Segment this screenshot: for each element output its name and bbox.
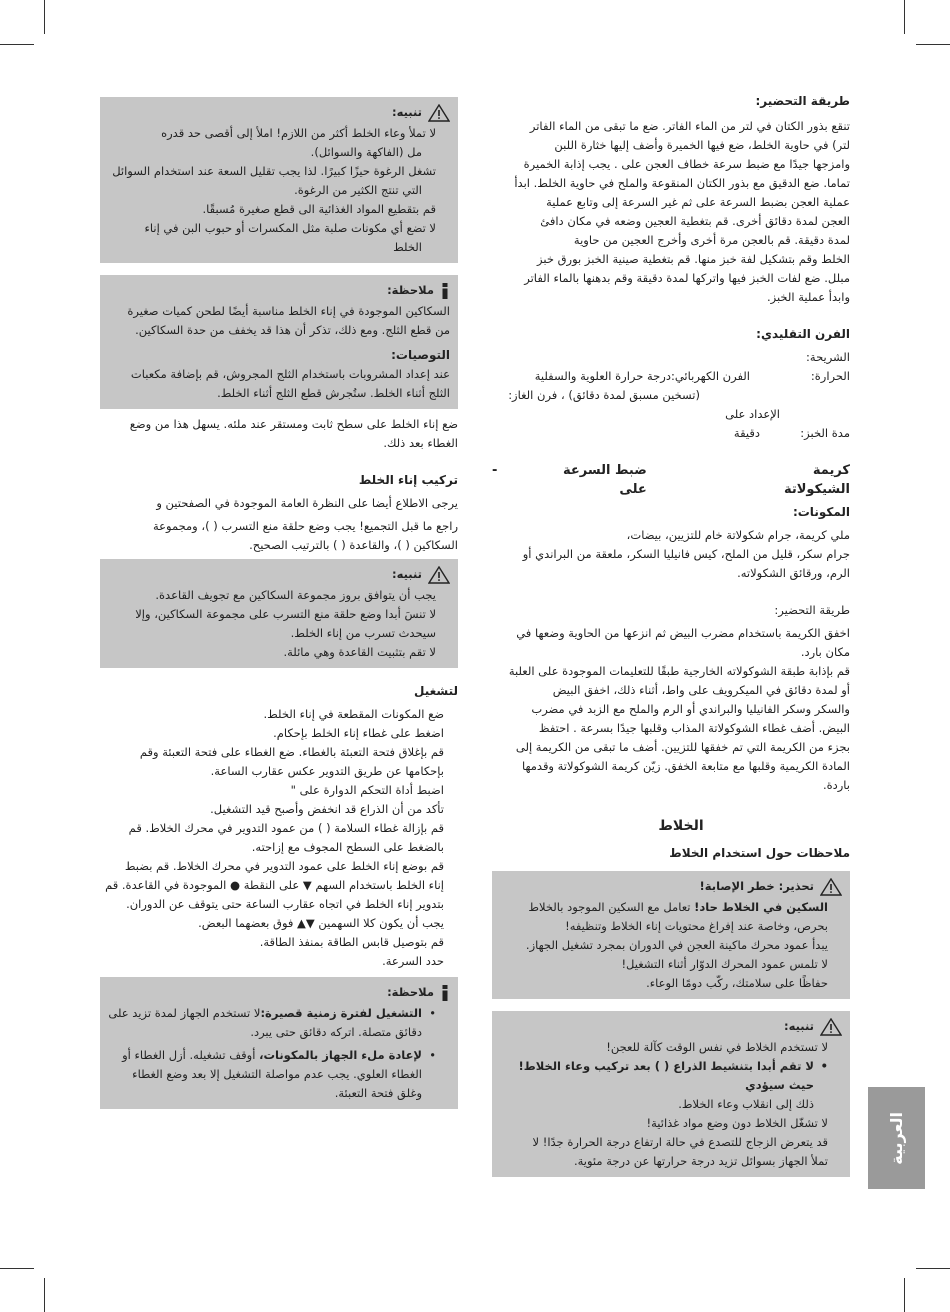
- caution-line: قد يتعرض الزجاج للتصدع في حالة ارتفاع درجة الحرارة جدًا! لا: [532, 1135, 828, 1149]
- operate-line: تأكد من أن الذراع قد انخفض وأصبح قيد التشغيل.: [210, 802, 444, 816]
- operate-line: ضع المكونات المقطعة في إناء الخلط.: [263, 707, 444, 721]
- language-tab-label: العربية: [887, 1111, 906, 1165]
- note2-heading: [108, 983, 450, 1002]
- prep2-line: مكان بارد.: [800, 645, 850, 659]
- warning-line: [500, 898, 828, 917]
- ingredients-title: المكونات:: [792, 505, 850, 519]
- caution1-line: التي تنتج الكثير من الرغوة.: [294, 183, 422, 197]
- caution-box: [492, 1011, 850, 1177]
- assembly-text: [100, 494, 458, 555]
- prep-line: العجن لمدة دقائق أخرى. قم بتغطية العجين وضعه في مكان دافئ: [540, 214, 850, 228]
- caution-heading: [500, 1017, 842, 1036]
- warning-triangle-icon: [428, 566, 450, 584]
- caution2-heading: [108, 565, 450, 584]
- operate-title: لتشغيل: [414, 684, 458, 698]
- operate-line: إناء الخلط باستخدام السهم ▼ على النقطة ● الموجودة في القاعدة. قم: [105, 878, 444, 892]
- caution-line: • لا تقم أبدا بتنشيط الذراع ( ) بعد تركيب وعاء الخلاط! حيث سيؤدي: [500, 1057, 828, 1095]
- warning-triangle-icon: [820, 1018, 842, 1036]
- crop-mark: [0, 1268, 34, 1269]
- prep2-line: المادة الكريمية وقلبها مع متابعة الخفق. زيّن كريمة الشوكولاتة وقدمها: [521, 759, 850, 773]
- oven-row: [492, 424, 850, 443]
- oven-row: [492, 348, 850, 367]
- choc-dash: -: [492, 463, 498, 478]
- prep2-line: أو لمدة دقائق في الميكرويف على واط، أثناء ذلك، اخفق البيض: [552, 683, 850, 697]
- place-text: [100, 415, 458, 453]
- assembly-line: راجع ما قبل التجميع! يجب وضع حلقة منع التسرب ( )، ومجموعة: [152, 519, 458, 533]
- caution1-box: [100, 97, 458, 263]
- note2-rest: لا تستخدم الجهاز لمدة تزيد على دقائق متصلة. اتركه دقائق حتى يبرد.: [108, 1006, 422, 1039]
- caution1-heading: [108, 103, 450, 122]
- warning-triangle-icon: [820, 878, 842, 896]
- prep-line: لتر) في حاوية الخلط، ضع فيها الخميرة وأضف إليها خثارة اللبن: [554, 138, 850, 152]
- assembly-line: يرجى الاطلاع أيضا على النظرة العامة الموجودة في الصفحتين و: [156, 496, 458, 510]
- crop-mark: [44, 1278, 45, 1312]
- crop-mark: [44, 0, 45, 34]
- prep2-line: قم بإذابة طبقة الشوكولاته الخارجية طبقًا للتعليمات الموجودة على العلبة: [508, 664, 850, 678]
- caution2-line: لا تقم بتثبيت القاعدة وهي مائلة.: [283, 645, 436, 659]
- operate-line: قم بوضع إناء الخلط على عمود التدوير في محرك الخلاط. قم بضبط: [124, 859, 444, 873]
- crop-mark: [916, 1268, 950, 1269]
- caution-line: لا تشغّل الخلاط دون وضع مواد غذائية!: [646, 1116, 828, 1130]
- prep-text: [492, 117, 850, 307]
- choc-title: كريمة الشيكولاتة: [783, 463, 850, 497]
- prep-line: لمدة دقيقة. قم بالعجن مرة أخرى وأخرج العجين من حاوية: [573, 233, 850, 247]
- prep-line: وامزجها جيدًا مع ضبط سرعة خطاف العجن على . يجب إذابة الخميرة: [523, 157, 850, 171]
- oven-label: [794, 386, 850, 405]
- warning-title: تحذير: خطر الإصابة!: [699, 879, 814, 893]
- reco-line: عند إعداد المشروبات باستخدام الثلج المجروش، قم بإضافة مكعبات: [130, 367, 450, 381]
- operate-line: بتدوير إناء الخلط في اتجاه عقارب الساعة حتى يتوقف عن الدوران.: [126, 897, 444, 911]
- prep2-line: اخفق الكريمة باستخدام مضرب البيض ثم انزعها من الحاوية وضعها في: [516, 626, 850, 640]
- note2-bold: لإعادة ملء الجهاز بالمكونات،: [259, 1048, 422, 1062]
- note2-item: [108, 1004, 436, 1042]
- caution1-line: مل (الفاكهة والسوائل).: [310, 145, 422, 159]
- prep-line: مبلل. ضع لفات الخبز فيها واتركها لمدة دقيقة وقم بدهنها بالماء الفاتر: [524, 271, 850, 285]
- prep2-line: البيض. أضف غطاء الشوكولاتة المذاب وقلبها جيدًا بسرعة . احتفظ: [538, 721, 850, 735]
- blender-notes-title: ملاحظات حول استخدام الخلاط: [669, 846, 850, 860]
- prep2-text: [492, 624, 850, 795]
- caution1-line: لا تضع أي مكونات صلبة مثل المكسرات أو حبوب البن في إناء: [144, 221, 436, 235]
- assembly-title: تركيب إناء الخلط: [358, 473, 458, 487]
- warning-text: [500, 898, 842, 993]
- oven-value: دقيقة: [733, 426, 760, 440]
- operate-line: حدد السرعة.: [382, 954, 444, 968]
- caution1-text: [108, 124, 450, 257]
- caution2-title: تنبيه:: [392, 567, 422, 581]
- caution-line: لا تستخدم الخلاط في نفس الوقت كآلة للعجن!: [606, 1040, 828, 1054]
- oven-label: الشريحة:: [806, 350, 850, 364]
- caution-line: تملأ الجهاز بسوائل تزيد درجة حرارتها عن درجة مئوية.: [573, 1154, 828, 1168]
- prep-line: الخلط وقم بتشكيل لفة خبز منها. قم بتغطية صينية الخبز بورق خبز: [537, 252, 850, 266]
- ingredients-line: الرم، ورقائق الشكولاته.: [737, 566, 850, 580]
- info-icon: [440, 985, 450, 1001]
- left-column: [100, 97, 458, 1109]
- choc-speed: ضبط السرعة على: [563, 463, 647, 497]
- crop-mark: [916, 44, 950, 45]
- operate-line: قم بإغلاق فتحة التعبئة بالغطاء. ضع الغطاء على فتحة التعبئة وقم: [139, 745, 444, 759]
- oven-table: [492, 348, 850, 443]
- choc-heading: [492, 461, 850, 499]
- warning-heading: [500, 877, 842, 896]
- oven-title: الفرن التقليدي:: [756, 327, 850, 341]
- assembly-line: السكاكين ( )، والقاعدة ( ) بالترتيب الصحيح.: [249, 538, 458, 552]
- operate-line: اضبط أداة التحكم الدوارة على ": [290, 783, 444, 797]
- prep2-title: طريقة التحضير:: [774, 603, 850, 617]
- caution-text: [500, 1038, 842, 1171]
- info-icon: [440, 283, 450, 299]
- caution2-text: [108, 586, 450, 662]
- warning-line: حفاظًا على سلامتك، ركّب دومًا الوعاء.: [646, 976, 828, 990]
- caution2-box: [100, 559, 458, 668]
- operate-line: يجب أن يكون كلا السهمين ▼▲ فوق بعضهما البعض.: [198, 916, 444, 930]
- place-line: ضع إناء الخلط على سطح ثابت ومستقر عند ملئه. يسهل هذا من وضع: [129, 417, 458, 431]
- prep-line: تنقع بذور الكتان في لتر من الماء الفاتر. ضع ما تبقى من الماء الفاتر: [529, 119, 850, 133]
- caution2-line: يجب أن يتوافق بروز مجموعة السكاكين مع تجويف القاعدة.: [155, 588, 436, 602]
- crop-mark: [0, 44, 34, 45]
- warning-rest: تعامل مع السكين الموجود بالخلاط: [528, 900, 695, 914]
- oven-row: [492, 405, 850, 424]
- warning-line: يبدأ عمود محرك ماكينة العجن في الدوران بمجرد تشغيل الجهاز.: [525, 938, 828, 952]
- caution-line: ذلك إلى انقلاب وعاء الخلاط.: [678, 1097, 814, 1111]
- ingredients-text: [492, 526, 850, 583]
- crop-mark: [904, 0, 905, 34]
- note1-box: [100, 275, 458, 409]
- operate-line: قم بإزالة غطاء السلامة ( ) من عمود التدوير في محرك الخلاط. قم: [128, 821, 444, 835]
- prep-line: تماما. ضع الدقيق مع بذور الكتان المنقوعة والملح في حاوية الخلط. ابدأ: [514, 176, 850, 190]
- prep-line: عملية العجن بضبط السرعة على ثم غير السرعة إلى وتابع عملية: [546, 195, 850, 209]
- warning-triangle-icon: [428, 104, 450, 122]
- prep2-line: والسكر وسكر الفانيليا والبراندي أو الرم والملح مع الزبد في مضرب: [531, 702, 850, 716]
- right-column: [492, 92, 850, 1177]
- blender-title: الخلاط: [658, 818, 704, 834]
- prep-line: وابدأ عملية الخبز.: [766, 290, 850, 304]
- note2-item: [108, 1046, 436, 1103]
- warning-bold: السكين في الخلاط حاد!: [694, 900, 828, 914]
- caution1-title: تنبيه:: [392, 105, 422, 119]
- operate-line: قم بتوصيل قابس الطاقة بمنفذ الطاقة.: [259, 935, 444, 949]
- operate-line: بإحكامها عن طريق التدوير عكس عقارب الساعة.: [210, 764, 444, 778]
- note2-rest: أوقف تشغيله. أزل الغطاء أو الغطاء العلوي. يجب عدم مواصلة التشغيل إلا بعد وضع الغطاء وغلق فتحة التعبئة.: [122, 1048, 422, 1100]
- note1-text: [108, 302, 450, 340]
- crop-mark: [904, 1278, 905, 1312]
- warning-box: [492, 871, 850, 999]
- reco-line: الثلج أثناء الخلط. ستُجرش قطع الثلج أثناء الخلط.: [217, 386, 450, 400]
- caution-title: تنبيه:: [784, 1019, 814, 1033]
- ingredients-line: جرام سكر، قليل من الملح، كيس فانيليا السكر، ملعقة من البراندي أو: [522, 547, 850, 561]
- oven-row: [492, 367, 850, 386]
- operate-line: اضغط على غطاء إناء الخلط بإحكام.: [273, 726, 444, 740]
- place-line: الغطاء بعد ذلك.: [383, 436, 458, 450]
- warning-line: بحرص، وخاصة عند إفراغ محتويات إناء الخلاط وتنظيفه!: [565, 919, 828, 933]
- note1-title: ملاحظة:: [387, 283, 434, 297]
- prep2-line: باردة.: [822, 778, 850, 792]
- oven-label: مدة الخبز:: [800, 426, 850, 440]
- prep-title: طريقة التحضير:: [755, 94, 850, 108]
- prep2-line: بجزء من الكريمة التي تم خفقها للتزيين. أضف ما تبقى من الكريمة إلى: [515, 740, 850, 754]
- caution1-line: قم بتقطيع المواد الغذائية الى قطع صغيرة مُسبقًا.: [202, 202, 436, 216]
- operate-text: [100, 705, 458, 971]
- note2-text: [108, 1004, 450, 1103]
- oven-label: [794, 405, 850, 424]
- caution2-line: لا تنسَ أبدا وضع حلقة منع التسرب على مجموعة السكاكين، وإلا: [135, 607, 436, 621]
- oven-value: الإعداد على: [725, 407, 780, 421]
- oven-value: الفرن الكهربائي:درجة حرارة العلوية والسفلية: [534, 369, 750, 383]
- ingredients-line: ملي كريمة، جرام شكولاتة خام للتزيين، بيضات،: [626, 528, 850, 542]
- reco-text: [108, 365, 450, 403]
- operate-line: بالضغط على السطح المجوف مع إزاحته.: [251, 840, 444, 854]
- note2-title: ملاحظة:: [387, 985, 434, 999]
- note1-heading: [108, 281, 450, 300]
- caution1-line: تشغل الرغوة حيزًا كبيرًا. لذا يجب تقليل السعة عند استخدام السوائل: [112, 164, 436, 178]
- caution1-line: لا تملأ وعاء الخلط أكثر من اللازم! املأ إلى أقصى حد قدره: [161, 126, 436, 140]
- oven-value: (تسخين مسبق لمدة دقائق) ، فرن الغاز:: [508, 388, 700, 402]
- note2-box: [100, 977, 458, 1109]
- caution2-line: سيحدث تسرب من إناء الخلط.: [290, 626, 436, 640]
- language-tab: [868, 1087, 925, 1189]
- note1-line: السكاكين الموجودة في إناء الخلط مناسبة أيضًا لطحن كميات صغيرة: [127, 304, 450, 318]
- oven-row: [492, 386, 850, 405]
- note2-bold: التشغيل لفترة زمنية قصيرة:: [260, 1006, 422, 1020]
- reco-title: التوصيات:: [391, 348, 450, 362]
- oven-label: الحرارة:: [810, 369, 850, 383]
- warning-line: لا تلمس عمود المحرك الدوّار أثناء التشغيل!: [621, 957, 828, 971]
- note1-line: من قطع الثلج. ومع ذلك، تذكر أن هذا قد يخفف من حدة السكاكين.: [135, 323, 450, 337]
- caution1-line: الخلط: [393, 240, 422, 254]
